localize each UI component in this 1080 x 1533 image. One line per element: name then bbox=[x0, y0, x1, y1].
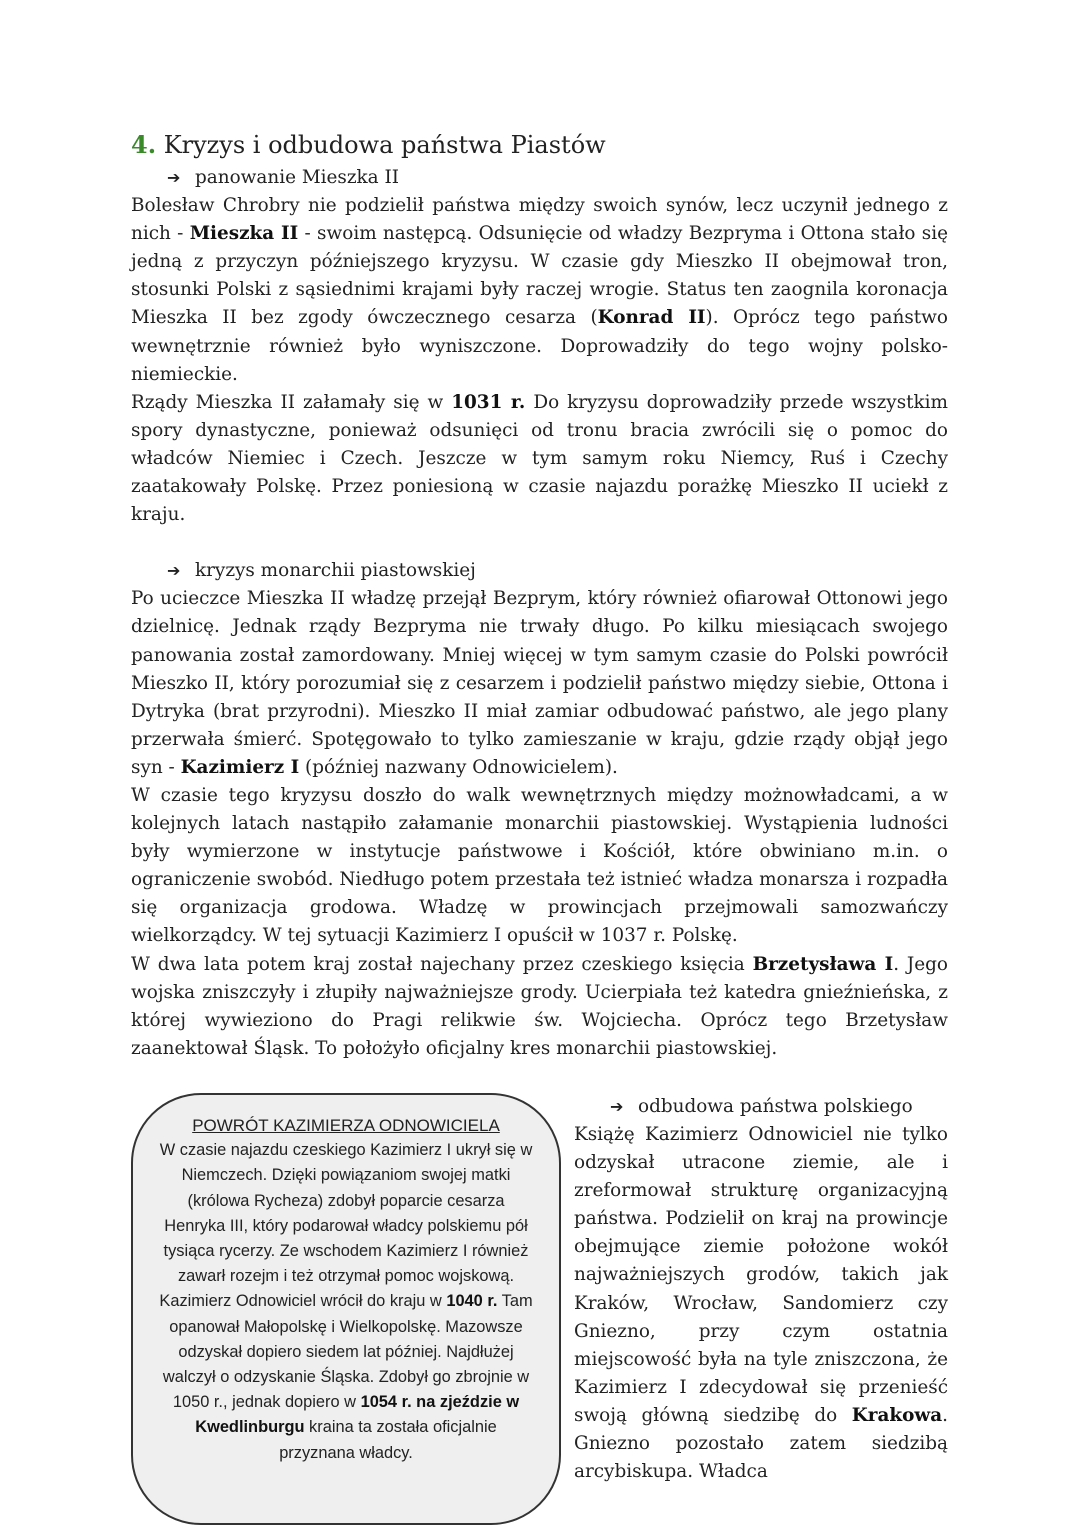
subheading-text: kryzys monarchii piastowskiej bbox=[195, 560, 476, 582]
heading-number: 4. bbox=[131, 130, 157, 159]
subheading-mieszko bbox=[131, 164, 948, 192]
right-column bbox=[574, 1093, 948, 1486]
subheading-text: panowanie Mieszka II bbox=[195, 167, 400, 188]
arrow-right-icon: ➔ bbox=[167, 561, 181, 581]
info-box-title: POWRÓT KAZIMIERZA ODNOWICIELA bbox=[192, 1115, 500, 1135]
bottom-section bbox=[131, 1093, 948, 1533]
paragraph: Po ucieczce Mieszka II władzę przejął Bezprym, który również ofiarował Ottonowi jego dzielnicę. Jednak rządy Bezpryma nie trwały długo. Po kilku miesiącach swojego panowania został zamordowany. Mniej więcej w tym samym czasie do Polski powrócił Mieszko II, który porozumiał się z cesarzem i podzielił państwo między siebie, Ottona i Dytryka (brat przyrodni). Mieszko II miał zamiar odbudować państwo, ale jego plany przerwała śmierć. Spotęgowało to tylko zamieszanie w kraju, gdzie rządy objął jego syn - Kazimierz I (później nazwany Odnowicielem). bbox=[131, 588, 948, 778]
subheading-text: odbudowa państwa polskiego bbox=[638, 1095, 913, 1117]
paragraph: Rządy Mieszka II załamały się w 1031 r. Do kryzysu doprowadziły przede wszystkim spory dynastyczne, ponieważ odsunięci od tronu bracia zwrócili się o pomoc do władców Niemiec i Czech. Jeszcze w tym samym roku Niemcy, Ruś i Czechy zaatakowały Polskę. Przez poniesioną w czasie najazdu porażkę Mieszko II uciekł z kraju. bbox=[131, 391, 948, 526]
subheading-odbudowa bbox=[574, 1093, 948, 1121]
heading-title: Kryzys i odbudowa państwa Piastów bbox=[156, 131, 606, 159]
subheading-kryzys bbox=[131, 557, 948, 585]
document-page bbox=[131, 128, 948, 1533]
arrow-right-icon: ➔ bbox=[610, 1096, 624, 1116]
paragraph: W dwa lata potem kraj został najechany przez czeskiego księcia Brzetysława I. Jego wojska zniszczyły i złupiły najważniejsze grody. Ucierpiała też katedra gnieźnieńska, z której wywieziono do Pragi relikwie św. Wojciecha. Oprócz tego Brzetysław zaanektował Śląsk. To położyło oficjalny kres monarchii piastowskiej. bbox=[131, 953, 948, 1059]
section-heading bbox=[131, 128, 948, 162]
paragraph: Bolesław Chrobry nie podzielił państwa między swoich synów, lecz uczynił jednego z nich - Mieszka II - swoim następcą. Odsunięcie od władzy Bezpryma i Ottona stało się jedną z przyczyn późniejszego kryzysu. W czasie gdy Mieszko II obejmował tron, stosunki Polski z sąsiednimi krajami były raczej wrogie. Status ten zaognila koronacja Mieszka II bez zgody ówczecznego cesarza (Konrad II). Oprócz tego państwo wewnętrznie również było wyniszczone. Doprowadziły do tego wojny polsko-niemieckie. bbox=[131, 195, 948, 385]
spacer bbox=[131, 529, 948, 557]
arrow-right-icon: ➔ bbox=[167, 168, 181, 187]
paragraph: Książę Kazimierz Odnowiciel nie tylko odzyskał utracone ziemie, ale i zreformował strukturę organizacyjną państwa. Podzielił on kraj na prowincje obejmujące ziemie położone wokół najważniejszych grodów, takich jak Kraków, Wrocław, Sandomierz czy Gniezno, przy czym ostatnia miejscowość była na tyle zniszczona, że Kazimierz I zdecydował się przenieść swoją główną siedzibę do Krakowa. Gniezno pozostało zatem siedzibą arcybiskupa. Władca bbox=[574, 1124, 948, 1483]
info-box bbox=[131, 1093, 561, 1525]
paragraph: W czasie tego kryzysu doszło do walk wewnętrznych między możnowładcami, a w kolejnych latach nastąpiło załamanie monarchii piastowskiej. Wystąpienia ludności były wymierzone w instytucje państwowe i Kościół, które obwiniano m.in. o ograniczenie swobód. Niedługo potem przestała też istnieć władza monarsza i rozpadła się organizacja grodowa. Władzę w prowincjach przejmowali samozwańczy wielkorządcy. W tej sytuacji Kazimierz I opuścił w 1037 r. Polskę. bbox=[131, 784, 948, 947]
info-box-text: W czasie najazdu czeskiego Kazimierz I ukrył się w Niemczech. Dzięki powiązaniom swojej matki (królowa Rycheza) zdobył poparcie cesarza Henryka III, który podarował władcy polskiemu pół tysiąca rycerzy. Ze wschodem Kazimierz I również zawarł rozejm i też otrzymał pomoc wojskową. Kazimierz Odnowiciel wrócił do kraju w 1040 r. Tam opanował Małopolskę i Wielkopolskę. Mazowsze odzyskał dopiero siedem lat później. Najdłużej walczył o odzyskanie Śląska. Zdobył go zbrojnie w 1050 r., jednak dopiero w 1054 r. na zjeździe w Kwedlinburgu kraina ta została oficjalnie przyznana władcy. bbox=[159, 1141, 533, 1462]
